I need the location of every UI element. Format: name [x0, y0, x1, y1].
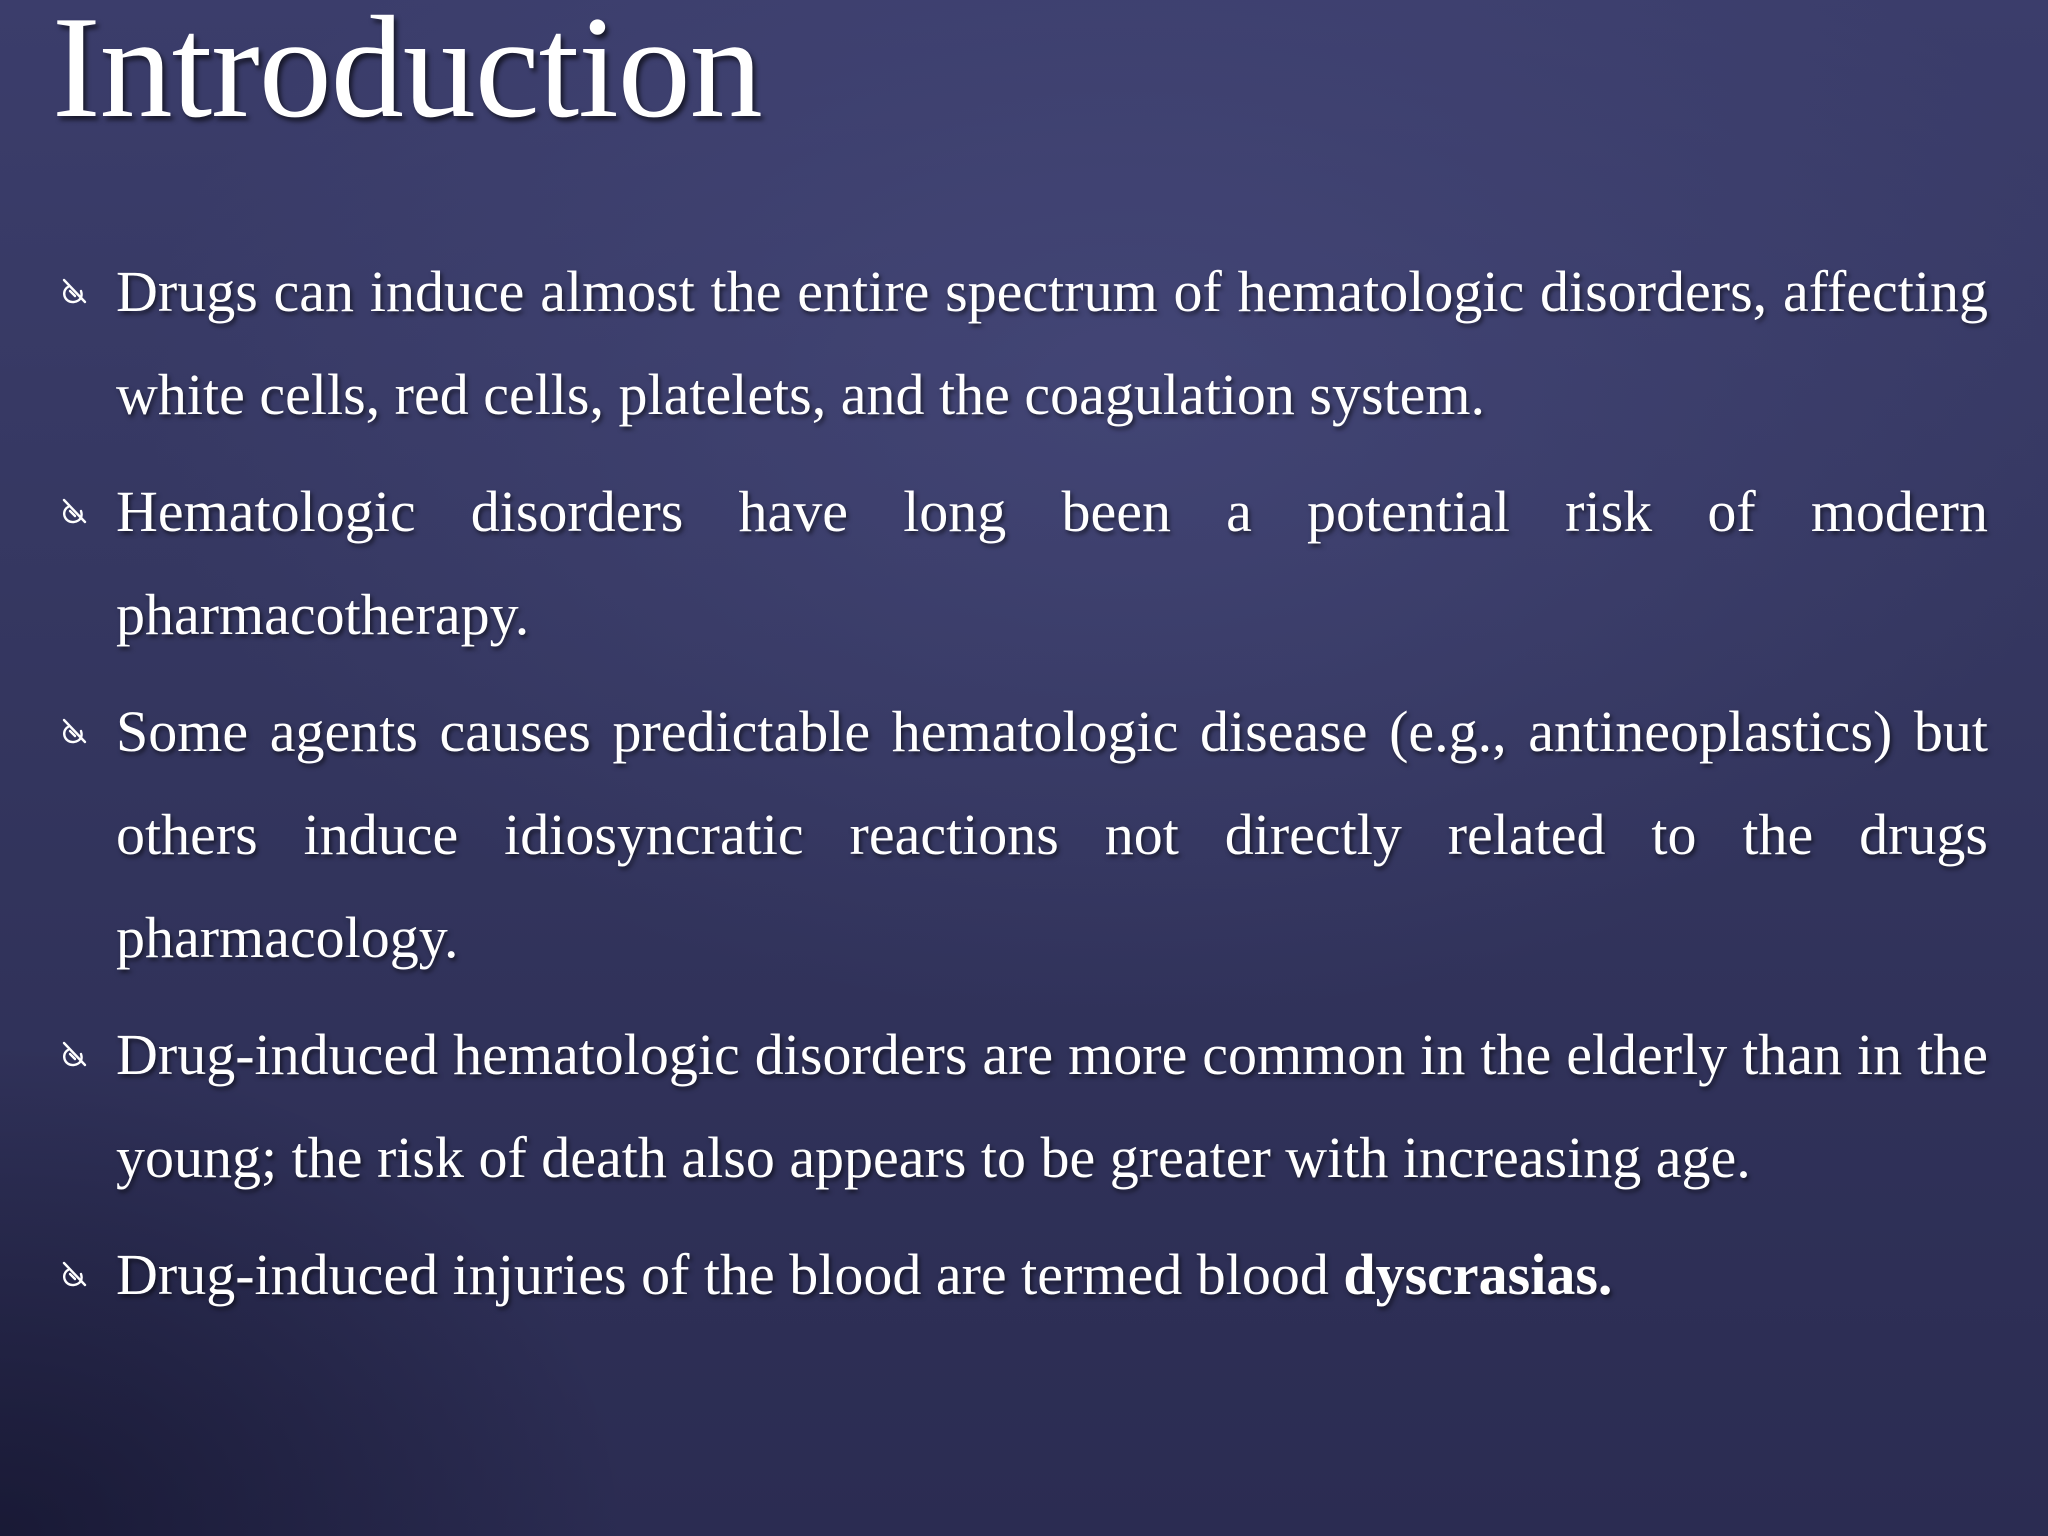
bullet-text: Drug-induced injuries of the blood are termed blood: [116, 1242, 1344, 1307]
leaf-bullet-icon: [58, 716, 90, 748]
slide-title: Introduction: [52, 0, 762, 148]
emphasized-term: dyscrasias.: [1343, 1242, 1613, 1307]
leaf-bullet-icon: [58, 496, 90, 528]
bullet-list: [58, 240, 1988, 1340]
bullet-text: Some agents causes predictable hematologic disease (e.g., antineoplastics) but others induce idiosyncratic reactions not directly related to the drugs pharmacology.: [116, 699, 1988, 970]
leaf-bullet-icon: [58, 1259, 90, 1291]
bullet-item: [58, 460, 1988, 666]
bullet-item: [58, 680, 1988, 989]
leaf-bullet-icon: [58, 1039, 90, 1071]
bullet-item: [58, 1223, 1988, 1326]
leaf-bullet-icon: [58, 276, 90, 308]
bullet-item: [58, 1003, 1988, 1209]
bullet-text: Drug-induced hematologic disorders are more common in the elderly than in the young; the risk of death also appears to be greater with increasing age.: [116, 1022, 1988, 1190]
bullet-text: Hematologic disorders have long been a potential risk of modern pharmacotherapy.: [116, 479, 1988, 647]
bullet-item: [58, 240, 1988, 446]
bullet-text: Drugs can induce almost the entire spectrum of hematologic disorders, affecting white cells, red cells, platelets, and the coagulation system.: [116, 259, 1988, 427]
